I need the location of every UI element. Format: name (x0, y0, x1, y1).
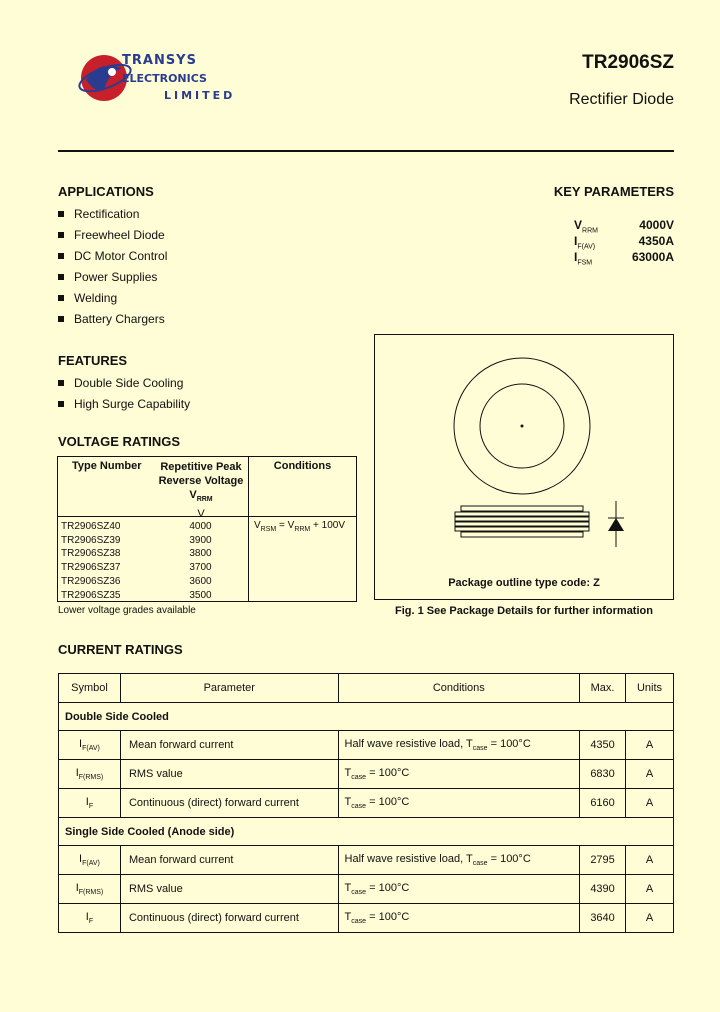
logo-line-2: ELECTRONICS (122, 72, 207, 85)
list-item: High Surge Capability (58, 397, 190, 418)
table-cell: 3500 (189, 589, 212, 601)
table-row: $I_{F(AV)}$ Mean forward current Half wave resistive load, $T_{case} = 100^\circ C$ 4350 A (59, 731, 674, 760)
logo-line-1: TRANSYS (122, 53, 197, 68)
table-row: TR2906SZ36 (61, 575, 121, 587)
key-param-symbol: $I_{FSM}$ (574, 250, 593, 267)
list-item: Power Supplies (58, 270, 167, 291)
table-row: TR2906SZ35 (61, 589, 121, 601)
vr-header-conditions: Conditions (273, 460, 332, 472)
table-row: TR2906SZ38 (61, 548, 121, 560)
diode-symbol-icon (608, 518, 624, 531)
table-row: TR2906SZ39 (61, 534, 121, 546)
vr-header-voltage: Repetitive Peak Reverse Voltage $V_{RRM}$ V (158, 461, 244, 521)
voltage-note: Lower voltage grades available (58, 605, 196, 616)
part-number: TR2906SZ (582, 52, 674, 73)
section-row: Single Side Cooled (Anode side) (59, 818, 674, 846)
company-logo (78, 50, 236, 106)
package-figure (374, 334, 674, 600)
current-ratings-heading: CURRENT RATINGS (58, 642, 183, 657)
package-outline-drawing (375, 335, 673, 599)
features-heading: FEATURES (58, 353, 128, 368)
table-row: TR2906SZ37 (61, 562, 121, 574)
vr-header-type: Type Number (72, 460, 142, 472)
col-header-conditions: Conditions (338, 674, 580, 703)
list-item: Battery Chargers (58, 312, 167, 333)
key-param-value: 4350A (638, 234, 674, 248)
table-header-row (59, 674, 674, 703)
voltage-ratings-table (57, 456, 357, 602)
key-param-symbol: $I_{F(AV)}$ (574, 234, 596, 251)
table-cell: 3900 (189, 534, 212, 546)
table-row: $I_{F(RMS)}$ RMS value $T_{case} = 100^\circ C$ 4390 A (59, 875, 674, 904)
table-row: $I_F$ Continuous (direct) forward current $T_{case} = 100^\circ C$ 6160 A (59, 789, 674, 818)
voltage-ratings-heading: VOLTAGE RATINGS (58, 434, 181, 449)
key-parameters-heading: KEY PARAMETERS (553, 184, 674, 199)
list-item: DC Motor Control (58, 249, 167, 270)
table-cell: 4000 (189, 521, 212, 532)
list-item: Welding (58, 291, 167, 312)
col-header-symbol: Symbol (59, 674, 121, 703)
table-cell: 3600 (189, 575, 212, 587)
col-header-parameter: Parameter (120, 674, 338, 703)
key-param-value: 63000A (631, 250, 674, 264)
key-parameters-table (574, 218, 674, 270)
section-row: Double Side Cooled (59, 703, 674, 731)
list-item: Double Side Cooling (58, 376, 190, 397)
header-divider (58, 150, 674, 152)
table-row: $I_{F(AV)}$ Mean forward current Half wave resistive load, $T_{case} = 100^\circ C$ 2795 A (59, 846, 674, 875)
table-row: TR2906SZ40 (61, 521, 121, 532)
vr-col-divider (248, 457, 249, 601)
table-cell: 3800 (189, 548, 212, 560)
vr-condition: $V_{RSM} = V_{RRM} + 100V$ (254, 520, 346, 533)
product-type: Rectifier Diode (569, 91, 674, 108)
col-header-units: Units (626, 674, 674, 703)
list-item: Rectification (58, 207, 167, 228)
table-row: $I_{F(RMS)}$ RMS value $T_{case} = 100^\circ C$ 6830 A (59, 760, 674, 789)
figure-caption: Fig. 1 See Package Details for further information (395, 605, 653, 617)
list-item: Freewheel Diode (58, 228, 167, 249)
logo-line-3: LIMITED (164, 89, 236, 102)
package-caption: Package outline type code: Z (448, 577, 600, 589)
features-list (58, 376, 190, 418)
key-param-value: 4000V (639, 218, 674, 232)
applications-list (58, 207, 167, 333)
col-header-max: Max. (580, 674, 626, 703)
vr-rows (61, 520, 120, 602)
applications-heading: APPLICATIONS (58, 184, 154, 199)
table-row: $I_F$ Continuous (direct) forward current $T_{case} = 100^\circ C$ 3640 A (59, 904, 674, 933)
vr-values (178, 520, 223, 602)
key-param-symbol: $V_{RRM}$ (574, 218, 598, 235)
table-cell: 3700 (189, 562, 212, 574)
current-ratings-table (58, 673, 674, 933)
